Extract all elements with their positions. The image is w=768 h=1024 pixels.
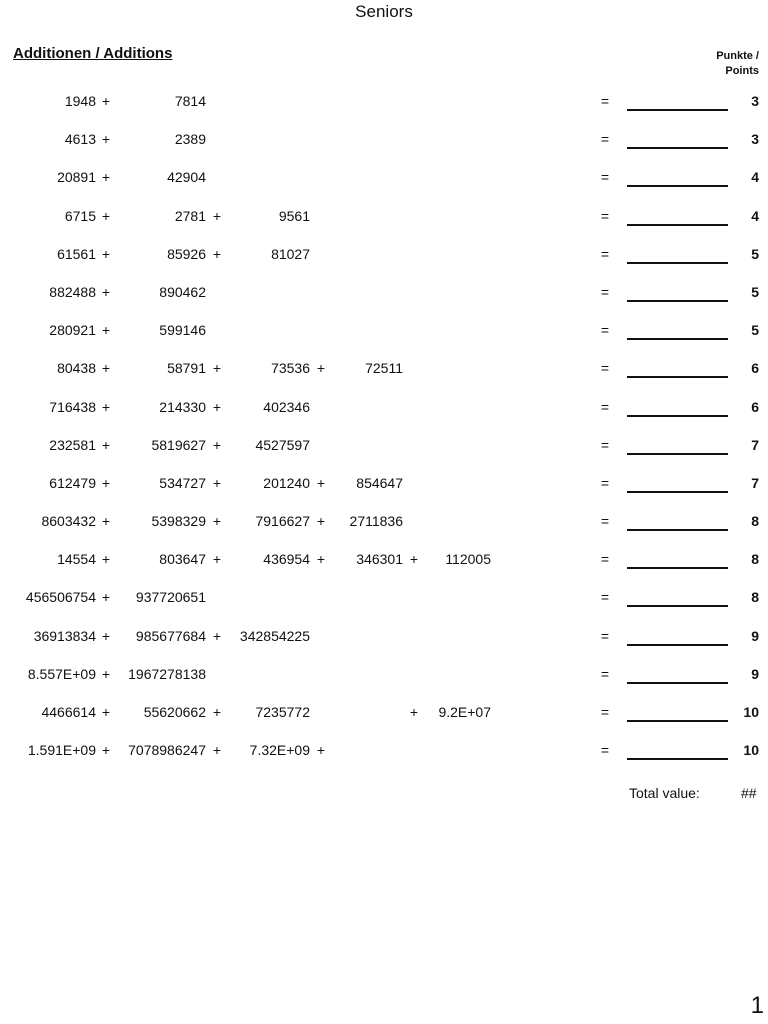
addition-row bbox=[0, 657, 768, 695]
addend-1: 612479 bbox=[49, 474, 96, 491]
plus-sign: + bbox=[316, 474, 326, 491]
points-header bbox=[689, 49, 759, 79]
addend-2: 214330 bbox=[159, 398, 206, 415]
addend-2: 55620662 bbox=[143, 704, 206, 720]
plus-sign: + bbox=[212, 551, 222, 568]
answer-blank[interactable] bbox=[627, 390, 728, 417]
addend-4: 854647 bbox=[356, 474, 403, 491]
equals-sign: = bbox=[600, 589, 610, 606]
plus-sign: + bbox=[212, 513, 222, 530]
equals-sign: = bbox=[600, 436, 610, 453]
addend-1: 716438 bbox=[49, 398, 96, 415]
points-value: 6 bbox=[751, 398, 759, 415]
addition-row bbox=[0, 695, 768, 733]
addend-1: 1948 bbox=[64, 93, 96, 109]
addend-1: 4466614 bbox=[41, 704, 96, 720]
addend-1: 882488 bbox=[49, 283, 96, 300]
equals-sign: = bbox=[600, 665, 610, 682]
plus-sign: + bbox=[409, 551, 419, 568]
addend-2: 7078986247 bbox=[128, 742, 206, 759]
answer-blank[interactable] bbox=[627, 313, 728, 340]
addend-2: 42904 bbox=[167, 169, 206, 186]
answer-blank[interactable] bbox=[627, 237, 728, 264]
addend-2: 534727 bbox=[159, 474, 206, 491]
addition-row bbox=[0, 504, 768, 542]
addend-1: 8603432 bbox=[41, 513, 96, 530]
addition-row bbox=[0, 237, 768, 275]
addition-list bbox=[0, 84, 768, 771]
points-value: 5 bbox=[751, 283, 759, 300]
addend-3: 436954 bbox=[263, 551, 310, 568]
plus-sign: + bbox=[101, 245, 111, 262]
addition-row bbox=[0, 84, 768, 122]
plus-sign: + bbox=[101, 704, 111, 720]
plus-sign: + bbox=[101, 207, 111, 224]
plus-sign: + bbox=[212, 398, 222, 415]
plus-sign: + bbox=[212, 742, 222, 759]
addition-row bbox=[0, 313, 768, 351]
points-value: 3 bbox=[751, 93, 759, 109]
addition-row bbox=[0, 733, 768, 771]
addend-3: 81027 bbox=[271, 245, 310, 262]
answer-blank[interactable] bbox=[627, 580, 728, 607]
plus-sign: + bbox=[101, 131, 111, 148]
equals-sign: = bbox=[600, 245, 610, 262]
plus-sign: + bbox=[212, 704, 222, 720]
addend-1: 1.591E+09 bbox=[27, 742, 96, 759]
addend-2: 85926 bbox=[167, 245, 206, 262]
plus-sign: + bbox=[101, 436, 111, 453]
plus-sign: + bbox=[101, 742, 111, 759]
points-value: 9 bbox=[751, 665, 759, 682]
plus-sign: + bbox=[101, 169, 111, 186]
points-value: 5 bbox=[751, 322, 759, 339]
answer-blank[interactable] bbox=[627, 466, 728, 493]
addend-3: 73536 bbox=[271, 360, 310, 377]
addend-1: 36913834 bbox=[33, 627, 96, 644]
plus-sign: + bbox=[101, 551, 111, 568]
plus-sign: + bbox=[101, 627, 111, 644]
points-value: 10 bbox=[743, 704, 759, 720]
plus-sign: + bbox=[316, 513, 326, 530]
addend-2: 1967278138 bbox=[128, 665, 206, 682]
addition-row bbox=[0, 160, 768, 198]
points-value: 5 bbox=[751, 245, 759, 262]
plus-sign: + bbox=[101, 398, 111, 415]
addend-1: 232581 bbox=[49, 436, 96, 453]
equals-sign: = bbox=[600, 742, 610, 759]
equals-sign: = bbox=[600, 513, 610, 530]
addend-2: 5819627 bbox=[151, 436, 206, 453]
equals-sign: = bbox=[600, 627, 610, 644]
addend-2: 599146 bbox=[159, 322, 206, 339]
addition-row bbox=[0, 275, 768, 313]
addition-row bbox=[0, 428, 768, 466]
addend-1: 61561 bbox=[57, 245, 96, 262]
addition-row bbox=[0, 542, 768, 580]
addend-1: 4613 bbox=[64, 131, 96, 148]
addend-2: 2781 bbox=[174, 207, 206, 224]
addend-1: 14554 bbox=[57, 551, 96, 568]
plus-sign: + bbox=[212, 245, 222, 262]
points-value: 6 bbox=[751, 360, 759, 377]
equals-sign: = bbox=[600, 207, 610, 224]
points-value: 8 bbox=[751, 513, 759, 530]
addend-2: 937720651 bbox=[135, 589, 206, 606]
points-value: 4 bbox=[751, 207, 759, 224]
addition-row bbox=[0, 390, 768, 428]
equals-sign: = bbox=[600, 360, 610, 377]
addend-2: 7814 bbox=[174, 93, 206, 109]
addend-1: 6715 bbox=[64, 207, 96, 224]
answer-blank[interactable] bbox=[627, 275, 728, 302]
plus-sign: + bbox=[101, 360, 111, 377]
plus-sign: + bbox=[316, 551, 326, 568]
addend-5: 9.2E+07 bbox=[438, 704, 491, 720]
addend-2: 5398329 bbox=[151, 513, 206, 530]
addend-1: 8.557E+09 bbox=[27, 665, 96, 682]
addend-4: 2711836 bbox=[349, 513, 403, 530]
addend-1: 80438 bbox=[57, 360, 96, 377]
points-value: 10 bbox=[743, 742, 759, 759]
points-header-line1: Punkte / bbox=[716, 50, 759, 62]
plus-sign: + bbox=[212, 627, 222, 644]
addition-row bbox=[0, 199, 768, 237]
addition-row bbox=[0, 466, 768, 504]
addend-3: 4527597 bbox=[255, 436, 310, 453]
plus-sign: + bbox=[409, 704, 419, 720]
points-header-line2: Points bbox=[725, 65, 759, 77]
addend-2: 985677684 bbox=[135, 627, 206, 644]
addend-3: 7.32E+09 bbox=[249, 742, 310, 759]
addend-1: 456506754 bbox=[25, 589, 96, 606]
equals-sign: = bbox=[600, 474, 610, 491]
answer-blank[interactable] bbox=[627, 351, 728, 378]
addend-3: 201240 bbox=[263, 474, 310, 491]
plus-sign: + bbox=[101, 474, 111, 491]
addend-1: 280921 bbox=[49, 322, 96, 339]
equals-sign: = bbox=[600, 131, 610, 148]
equals-sign: = bbox=[600, 93, 610, 109]
answer-blank[interactable] bbox=[627, 122, 728, 149]
plus-sign: + bbox=[101, 283, 111, 300]
answer-blank[interactable] bbox=[627, 428, 728, 455]
total-label: Total value: bbox=[629, 785, 700, 801]
points-value: 7 bbox=[751, 474, 759, 491]
points-value: 7 bbox=[751, 436, 759, 453]
equals-sign: = bbox=[600, 551, 610, 568]
addition-row bbox=[0, 122, 768, 160]
answer-blank[interactable] bbox=[627, 160, 728, 187]
page-number: 1 bbox=[750, 992, 764, 1019]
equals-sign: = bbox=[600, 398, 610, 415]
plus-sign: + bbox=[101, 93, 111, 109]
addend-4: 72511 bbox=[365, 360, 403, 377]
answer-blank[interactable] bbox=[627, 199, 728, 226]
answer-blank[interactable] bbox=[627, 84, 728, 111]
addition-row bbox=[0, 351, 768, 389]
addend-2: 2389 bbox=[174, 131, 206, 148]
addend-3: 402346 bbox=[263, 398, 310, 415]
plus-sign: + bbox=[316, 360, 326, 377]
points-value: 8 bbox=[751, 551, 759, 568]
points-value: 9 bbox=[751, 627, 759, 644]
total-value: ## bbox=[741, 785, 757, 801]
addend-2: 803647 bbox=[159, 551, 206, 568]
plus-sign: + bbox=[212, 207, 222, 224]
plus-sign: + bbox=[212, 474, 222, 491]
answer-blank[interactable] bbox=[627, 619, 728, 646]
section-title: Additionen / Additions bbox=[13, 45, 173, 62]
equals-sign: = bbox=[600, 322, 610, 339]
plus-sign: + bbox=[212, 436, 222, 453]
addend-3: 342854225 bbox=[239, 627, 310, 644]
addend-4: 346301 bbox=[356, 551, 403, 568]
addend-5: 112005 bbox=[445, 551, 491, 568]
equals-sign: = bbox=[600, 704, 610, 720]
points-value: 8 bbox=[751, 589, 759, 606]
addition-row bbox=[0, 619, 768, 657]
addition-row bbox=[0, 580, 768, 618]
answer-blank[interactable] bbox=[627, 657, 728, 684]
plus-sign: + bbox=[101, 513, 111, 530]
points-value: 4 bbox=[751, 169, 759, 186]
answer-blank[interactable] bbox=[627, 733, 728, 760]
plus-sign: + bbox=[316, 742, 326, 759]
addend-2: 58791 bbox=[167, 360, 206, 377]
answer-blank[interactable] bbox=[627, 695, 728, 722]
equals-sign: = bbox=[600, 169, 610, 186]
equals-sign: = bbox=[600, 283, 610, 300]
points-value: 3 bbox=[751, 131, 759, 148]
plus-sign: + bbox=[212, 360, 222, 377]
plus-sign: + bbox=[101, 665, 111, 682]
addend-3: 9561 bbox=[278, 207, 310, 224]
answer-blank[interactable] bbox=[627, 542, 728, 569]
addend-1: 20891 bbox=[57, 169, 96, 186]
addend-3: 7235772 bbox=[255, 704, 310, 720]
page-title: Seniors bbox=[355, 2, 413, 21]
plus-sign: + bbox=[101, 589, 111, 606]
addend-3: 7916627 bbox=[255, 513, 310, 530]
addend-2: 890462 bbox=[159, 283, 206, 300]
answer-blank[interactable] bbox=[627, 504, 728, 531]
plus-sign: + bbox=[101, 322, 111, 339]
